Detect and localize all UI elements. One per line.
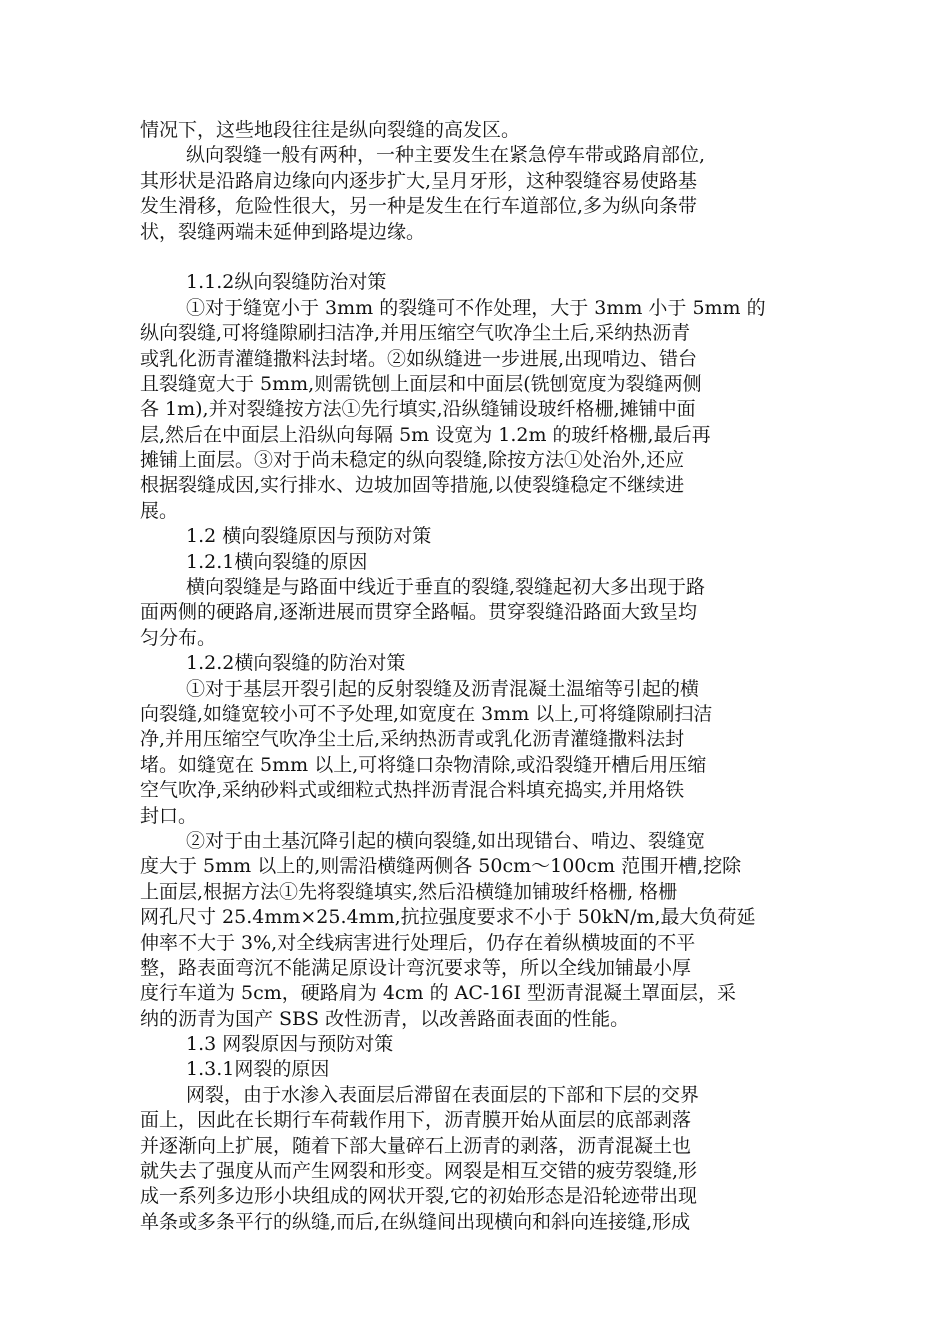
text-line: 就失去了强度从而产生网裂和形变。网裂是相互交错的疲劳裂缝,形 [140, 1160, 698, 1183]
text-line: ②对于由土基沉降引起的横向裂缝,如出现错台、啃边、裂缝宽 [186, 829, 706, 852]
text-line: 横向裂缝是与路面中线近于垂直的裂缝,裂缝起初大多出现于路 [186, 576, 706, 599]
text-line: 空气吹净,采纳砂料式或细粒式热拌沥青混合料填充捣实,并用烙铁 [140, 779, 685, 802]
blank-line [140, 245, 812, 270]
text-line: 面上，因此在长期行车荷载作用下，沥青膜开始从面层的底部剥落 [140, 1109, 692, 1132]
text-line: 匀分布。 [140, 626, 217, 649]
text-line: 根据裂缝成因,实行排水、边坡加固等措施,以使裂缝稳定不继续进 [140, 474, 685, 497]
text-line: 1.3.1网裂的原因 [186, 1058, 330, 1081]
text-line: 网孔尺寸 25.4mm×25.4mm,抗拉强度要求不小于 50kN/m,最大负荷延 [140, 906, 756, 929]
text-line: 网裂，由于水渗入表面层后滞留在表面层的下部和下层的交界 [186, 1083, 700, 1106]
text-line: 1.2.1横向裂缝的原因 [186, 550, 368, 573]
text-line: 并逐渐向上扩展，随着下部大量碎石上沥青的剥落，沥青混凝土也 [140, 1134, 692, 1157]
text-line: 情况下，这些地段往往是纵向裂缝的高发区。 [140, 119, 521, 141]
text-line: 伸率不大于 3%,对全线病害进行处理后，仍存在着纵横坡面的不平 [140, 931, 696, 954]
text-line: 或乳化沥青灌缝撒料法封堵。②如纵缝进一步进展,出现啃边、错台 [140, 347, 698, 370]
text-line: 1.3 网裂原因与预防对策 [186, 1033, 394, 1056]
text-line: 1.1.2纵向裂缝防治对策 [186, 271, 387, 294]
text-line: 且裂缝宽大于 5mm,则需铣刨上面层和中面层(铣刨宽度为裂缝两侧 [140, 372, 702, 395]
text-line: 成一系列多边形小块组成的网状开裂,它的初始形态是沿轮迹带出现 [140, 1185, 698, 1208]
text-line: 向裂缝,如缝宽较小可不予处理,如宽度在 3mm 以上,可将缝隙刷扫洁 [140, 702, 713, 725]
text-line: 封口。 [140, 804, 198, 827]
text-line: 整，路表面弯沉不能满足原设计弯沉要求等，所以全线加铺最小厚 [140, 956, 692, 979]
text-line: 发生滑移，危险性很大，另一种是发生在行车道部位,多为纵向条带 [140, 195, 698, 218]
text-line: 堵。如缝宽在 5mm 以上,可将缝口杂物清除,或沿裂缝开槽后用压缩 [140, 753, 707, 776]
text-line: 1.2 横向裂缝原因与预防对策 [186, 525, 432, 548]
text-line: 各 1m),并对裂缝按方法①先行填实,沿纵缝铺设玻纤格栅,摊铺中面 [140, 398, 696, 421]
text-line: 纳的沥青为国产 SBS 改性沥青，以改善路面表面的性能。 [140, 1007, 630, 1030]
text-line: 度大于 5mm 以上的,则需沿横缝两侧各 50cm～100cm 范围开槽,挖除 [140, 855, 742, 878]
text-line: 展。 [140, 499, 179, 522]
document-body [140, 118, 812, 1235]
text-line: 摊铺上面层。③对于尚未稳定的纵向裂缝,除按方法①处治外,还应 [140, 449, 685, 472]
text-line: 上面层,根据方法①先将裂缝填实,然后沿横缝加铺玻纤格栅, 格栅 [140, 880, 678, 903]
text-line: 面两侧的硬路肩,逐渐进展而贯穿全路幅。贯穿裂缝沿路面大致呈均 [140, 601, 698, 624]
text-line: 状，裂缝两端未延伸到路堤边缘。 [140, 220, 426, 243]
text-line: 1.2.2横向裂缝的防治对策 [186, 652, 406, 675]
text-line: 其形状是沿路肩边缘向内逐步扩大,呈月牙形，这种裂缝容易使路基 [140, 169, 698, 192]
text-line: 层,然后在中面层上沿纵向每隔 5m 设宽为 1.2m 的玻纤格栅,最后再 [140, 423, 711, 446]
text-line: 纵向裂缝,可将缝隙刷扫洁净,并用压缩空气吹净尘土后,采纳热沥青 [140, 322, 691, 345]
text-line: ①对于基层开裂引起的反射裂缝及沥青混凝土温缩等引起的横 [186, 677, 700, 700]
text-line: 度行车道为 5cm，硬路肩为 4cm 的 AC-16I 型沥青混凝土罩面层，采 [140, 982, 737, 1005]
text-line: 净,并用压缩空气吹净尘土后,采纳热沥青或乳化沥青灌缝撒料法封 [140, 728, 685, 751]
text-line: ①对于缝宽小于 3mm 的裂缝可不作处理，大于 3mm 小于 5mm 的 [186, 296, 766, 319]
text-line: 单条或多条平行的纵缝,而后,在纵缝间出现横向和斜向连接缝,形成 [140, 1210, 691, 1233]
text-line: 纵向裂缝一般有两种，一种主要发生在紧急停车带或路肩部位, [186, 144, 706, 167]
